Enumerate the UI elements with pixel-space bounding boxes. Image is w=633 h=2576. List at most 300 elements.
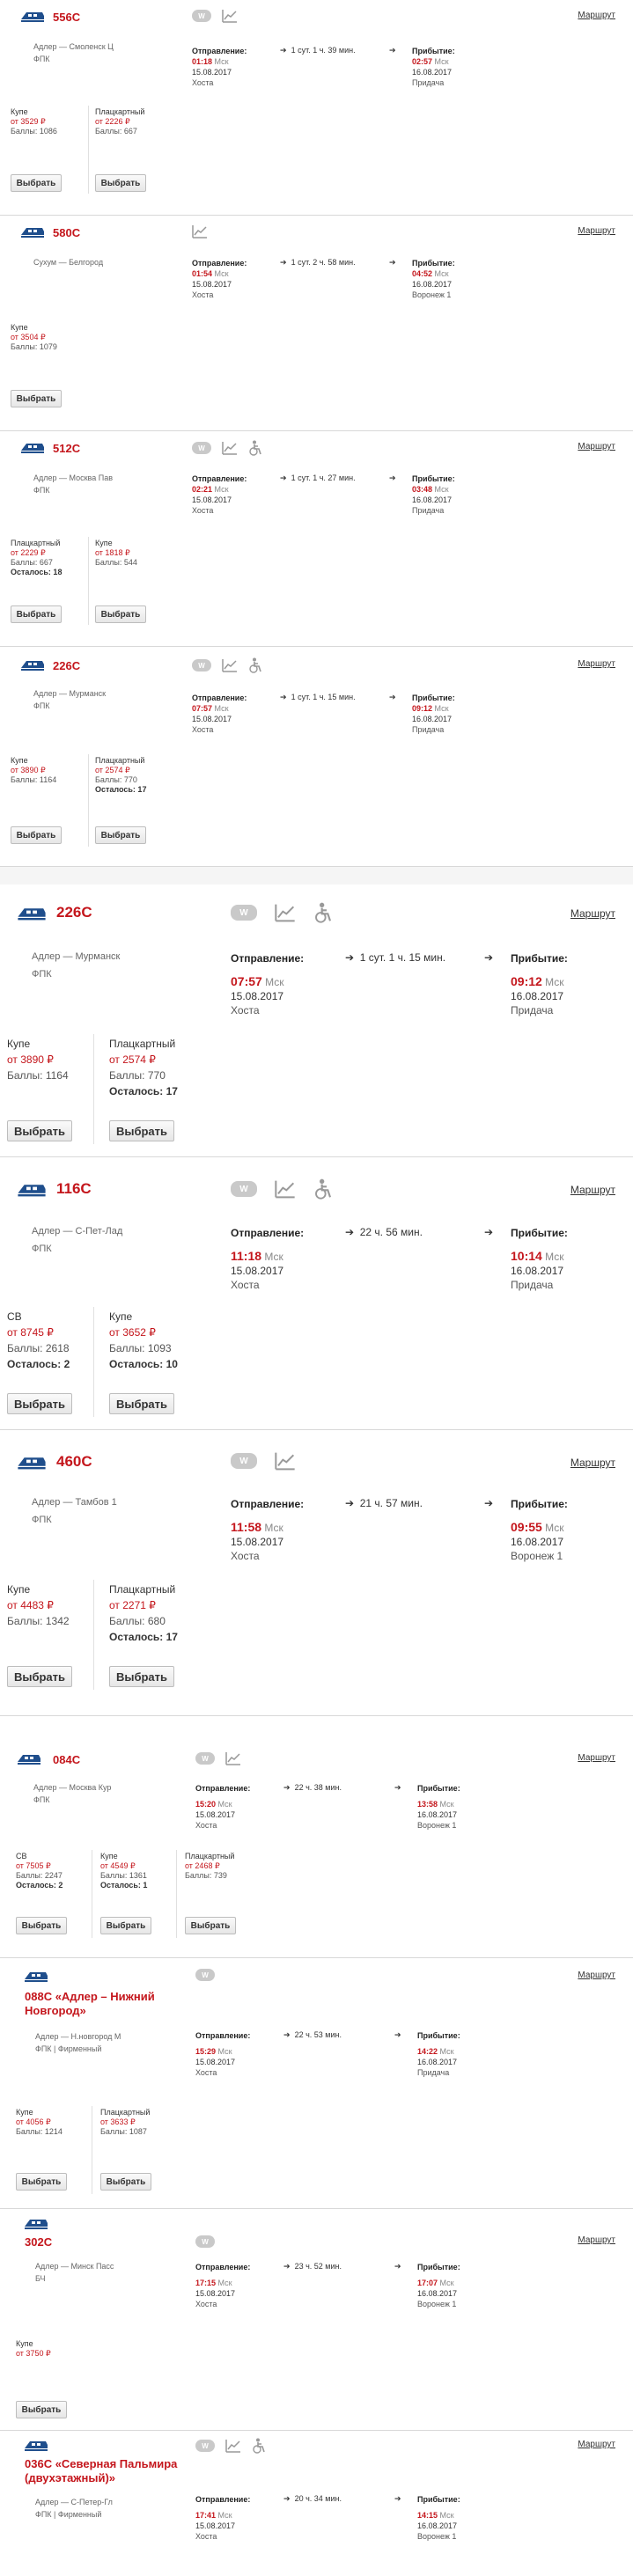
train-route: Адлер — Н.новгород М	[35, 2032, 121, 2041]
rzd-train-logo-icon	[19, 440, 46, 454]
section-gap	[0, 867, 633, 884]
dynamic-pricing-chart-icon	[192, 224, 208, 239]
departure-time: 11:58	[231, 1520, 262, 1534]
seat-class: Купе	[7, 1038, 31, 1050]
wifi-badge-icon: W	[231, 1453, 257, 1469]
seat-option	[16, 2108, 63, 2137]
trip-duration	[283, 2262, 342, 2271]
duration-value: 1 сут. 1 ч. 15 мин.	[359, 951, 446, 964]
train-number[interactable]: 460С	[56, 1453, 92, 1470]
seat-class: Купе	[16, 2339, 33, 2348]
rzd-train-logo-icon	[23, 2438, 49, 2452]
seat-option	[185, 1852, 234, 1881]
seat-class: Купе	[11, 323, 28, 332]
wifi-badge-icon: W	[192, 442, 211, 454]
arrival-time: 04:52	[412, 269, 433, 278]
arrow-icon: ➔	[280, 258, 287, 267]
select-button[interactable]: Выбрать	[11, 174, 62, 192]
arrival-time: 09:55	[511, 1520, 542, 1534]
departure-station: Хоста	[192, 78, 214, 87]
seat-class: Плацкартный	[109, 1583, 176, 1596]
departure-date: 15.08.2017	[231, 1265, 284, 1277]
departure-label: Отправление:	[192, 259, 247, 268]
seats-left: Осталось: 2	[7, 1358, 70, 1370]
departure-label: Отправление:	[195, 2263, 251, 2271]
seat-class: Купе	[95, 539, 113, 547]
departure-label: Отправление:	[192, 474, 247, 483]
timezone-label: Мск	[439, 2279, 454, 2287]
seat-class: СВ	[16, 1852, 27, 1860]
arrival-date: 16.08.2017	[417, 2058, 458, 2066]
seat-option	[11, 107, 57, 136]
seat-option	[100, 2108, 150, 2137]
seat-price: от 8745 ₽	[7, 1326, 54, 1339]
timezone-label: Мск	[217, 2511, 232, 2520]
timezone-label: Мск	[217, 2047, 232, 2056]
train-carrier: ФПК	[32, 1515, 52, 1525]
seat-price: от 2468 ₽	[185, 1861, 220, 1870]
train-carrier: ФПК	[33, 55, 50, 63]
seat-option	[16, 1852, 63, 1890]
dynamic-pricing-chart-icon	[222, 658, 238, 672]
seat-class: Плацкартный	[185, 1852, 235, 1860]
trip-duration	[345, 951, 445, 964]
seat-class: Купе	[11, 107, 28, 116]
arrival-label: Прибытие:	[511, 952, 568, 965]
seat-divider	[88, 754, 89, 847]
arrival-station: Воронеж 1	[511, 1550, 563, 1562]
train-number[interactable]: 036С «Северная Пальмира (двухэтажный)»	[25, 2457, 178, 2484]
route-link[interactable]: Маршрут	[570, 907, 615, 920]
seat-divider	[93, 1034, 94, 1144]
arrival-block	[511, 951, 568, 1017]
trip-duration	[283, 1783, 342, 1793]
departure-block	[195, 2494, 250, 2542]
seat-option	[11, 756, 56, 785]
train-route: Адлер — Тамбов 1	[32, 1497, 117, 1508]
departure-date: 15.08.2017	[192, 495, 232, 504]
arrival-block	[412, 258, 455, 300]
select-button[interactable]: Выбрать	[16, 2401, 67, 2418]
seat-points: Баллы: 2618	[7, 1342, 70, 1354]
departure-time: 17:41	[195, 2511, 217, 2520]
seat-divider	[176, 1850, 177, 1938]
departure-time: 07:57	[192, 704, 213, 713]
train-number[interactable]: 116С	[56, 1180, 92, 1197]
route-link[interactable]: Маршрут	[578, 2440, 615, 2449]
seat-price: от 2226 ₽	[95, 117, 130, 126]
seats-left: Осталось: 17	[109, 1631, 178, 1643]
timezone-label: Мск	[264, 1522, 283, 1534]
trip-duration	[280, 46, 356, 55]
wifi-badge-icon: W	[231, 1181, 257, 1197]
departure-time: 17:15	[195, 2279, 217, 2287]
departure-date: 15.08.2017	[195, 1810, 236, 1819]
select-button[interactable]: Выбрать	[16, 1917, 67, 1934]
duration-value: 22 ч. 53 мин.	[294, 2030, 342, 2039]
seat-points: Баллы: 1361	[100, 1871, 147, 1880]
trip-duration	[345, 1497, 423, 1509]
wifi-badge-icon: W	[195, 1969, 215, 1981]
seat-option	[7, 1309, 70, 1372]
departure-time: 15:20	[195, 1800, 217, 1809]
route-link[interactable]: Маршрут	[578, 442, 615, 451]
duration-value: 1 сут. 2 ч. 58 мин.	[291, 258, 356, 267]
arrow-icon: ➔	[484, 951, 494, 964]
route-link[interactable]: Маршрут	[578, 2235, 615, 2245]
duration-value: 22 ч. 38 мин.	[294, 1783, 342, 1792]
wifi-badge-icon: W	[195, 2235, 215, 2248]
seat-price: от 2574 ₽	[109, 1053, 156, 1066]
seat-option	[95, 539, 137, 568]
train-card	[0, 2209, 633, 2431]
seats-left: Осталось: 2	[16, 1881, 63, 1890]
train-number[interactable]: 088С «Адлер – Нижний Новгород»	[25, 1990, 155, 2017]
dynamic-pricing-chart-icon	[222, 441, 238, 455]
timezone-label: Мск	[434, 485, 449, 494]
rzd-train-logo-icon	[16, 1453, 48, 1471]
arrival-station: Воронеж 1	[417, 2532, 457, 2541]
dynamic-pricing-chart-icon	[275, 1451, 296, 1471]
arrival-label: Прибытие:	[417, 2263, 460, 2271]
arrival-date: 16.08.2017	[412, 68, 453, 77]
train-carrier: ФПК | Фирменный	[35, 2510, 102, 2519]
select-button[interactable]: Выбрать	[11, 826, 62, 844]
train-card	[0, 1157, 633, 1430]
departure-station: Хоста	[231, 1550, 260, 1562]
timezone-label: Мск	[545, 1522, 564, 1534]
arrival-date: 16.08.2017	[412, 715, 453, 723]
departure-label: Отправление:	[195, 2031, 251, 2040]
timezone-label: Мск	[439, 2047, 454, 2056]
seats-left: Осталось: 17	[109, 1085, 178, 1097]
seat-option	[11, 323, 57, 352]
train-route: Адлер — Мурманск	[33, 689, 107, 698]
arrival-date: 16.08.2017	[417, 2521, 458, 2530]
train-number[interactable]: 556С	[53, 11, 81, 24]
seat-class: Купе	[100, 1852, 118, 1860]
wheelchair-accessible-icon	[313, 902, 333, 923]
seat-price: от 4056 ₽	[16, 2117, 51, 2126]
select-button[interactable]: Выбрать	[185, 1917, 236, 1934]
departure-time: 01:54	[192, 269, 213, 278]
departure-date: 15.08.2017	[195, 2289, 236, 2298]
trip-duration	[280, 473, 356, 483]
timezone-label: Мск	[217, 2279, 232, 2287]
route-link[interactable]: Маршрут	[578, 659, 615, 669]
rzd-train-logo-icon	[19, 657, 46, 672]
seat-price: от 3890 ₽	[7, 1053, 54, 1066]
seat-points: Баллы: 1164	[7, 1069, 69, 1082]
dynamic-pricing-chart-icon	[275, 1179, 296, 1199]
select-button[interactable]: Выбрать	[11, 605, 62, 623]
train-number[interactable]: 226С	[56, 904, 92, 921]
seat-class: Плацкартный	[95, 756, 145, 765]
departure-block	[231, 1497, 304, 1563]
train-route: Сухум — Белгород	[33, 258, 104, 267]
seat-class: Купе	[7, 1583, 31, 1596]
departure-block	[195, 2030, 250, 2078]
seat-class: СВ	[7, 1310, 22, 1323]
arrow-icon: ➔	[394, 1783, 401, 1792]
seat-class: Плацкартный	[95, 107, 145, 116]
wifi-badge-icon: W	[192, 10, 211, 22]
route-link[interactable]: Маршрут	[578, 1971, 615, 1980]
timezone-label: Мск	[434, 57, 449, 66]
arrival-station: Придача	[511, 1004, 554, 1016]
seat-divider	[88, 106, 89, 194]
train-card	[0, 431, 633, 647]
timezone-label: Мск	[434, 704, 449, 713]
train-number[interactable]: 512С	[53, 442, 81, 455]
train-card	[0, 884, 633, 1157]
wifi-badge-icon: W	[192, 659, 211, 672]
arrival-block	[511, 1497, 568, 1563]
departure-date: 15.08.2017	[195, 2058, 236, 2066]
wifi-badge-icon: W	[195, 2440, 215, 2452]
duration-value: 22 ч. 56 мин.	[359, 1226, 423, 1238]
arrow-icon: ➔	[283, 2030, 291, 2039]
arrow-icon: ➔	[389, 473, 396, 482]
departure-station: Хоста	[231, 1279, 260, 1291]
seat-points: Баллы: 1093	[109, 1342, 172, 1354]
departure-station: Хоста	[192, 290, 214, 299]
train-number[interactable]: 302С	[25, 2235, 53, 2249]
arrow-icon: ➔	[484, 1226, 494, 1238]
timezone-label: Мск	[439, 2511, 454, 2520]
select-button[interactable]: Выбрать	[95, 605, 146, 623]
trip-duration	[345, 1226, 423, 1238]
arrival-block	[511, 1226, 568, 1292]
seats-left: Осталось: 1	[100, 1881, 148, 1890]
arrival-date: 16.08.2017	[511, 1265, 564, 1277]
departure-date: 15.08.2017	[192, 68, 232, 77]
arrow-icon: ➔	[283, 2494, 291, 2503]
timezone-label: Мск	[214, 57, 229, 66]
seat-points: Баллы: 1164	[11, 775, 57, 784]
trip-duration	[280, 258, 356, 268]
duration-value: 20 ч. 34 мин.	[294, 2494, 342, 2503]
timezone-label: Мск	[214, 704, 229, 713]
departure-date: 15.08.2017	[192, 715, 232, 723]
arrival-station: Придача	[417, 2068, 450, 2077]
seat-option	[7, 1582, 70, 1629]
seat-option	[7, 1036, 69, 1083]
select-button[interactable]: Выбрать	[100, 1917, 151, 1934]
train-carrier: ФПК	[33, 1795, 50, 1804]
train-route: Адлер — Москва Пав	[33, 473, 113, 482]
rzd-train-logo-icon	[16, 1751, 42, 1765]
route-link[interactable]: Маршрут	[578, 1753, 615, 1763]
departure-label: Отправление:	[195, 1784, 251, 1793]
wheelchair-accessible-icon	[248, 440, 262, 456]
select-button[interactable]: Выбрать	[109, 1393, 174, 1414]
arrival-date: 16.08.2017	[511, 990, 564, 1002]
rzd-train-logo-icon	[23, 2216, 49, 2230]
train-carrier: ФПК	[32, 1244, 52, 1254]
departure-block	[231, 1226, 304, 1292]
arrow-icon: ➔	[389, 258, 396, 267]
duration-value: 1 сут. 1 ч. 15 мин.	[291, 693, 356, 701]
train-number[interactable]: 084С	[53, 1753, 81, 1766]
departure-time: 07:57	[231, 974, 262, 988]
arrow-icon: ➔	[345, 951, 355, 964]
arrival-time: 09:12	[511, 974, 542, 988]
timezone-label: Мск	[265, 976, 284, 988]
seat-class: Купе	[16, 2108, 33, 2117]
seat-price: от 3633 ₽	[100, 2117, 136, 2126]
arrow-icon: ➔	[283, 1783, 291, 1792]
seat-price: от 3504 ₽	[11, 333, 46, 341]
arrow-icon: ➔	[394, 2262, 401, 2271]
train-route: Адлер — Мурманск	[32, 951, 121, 962]
select-button[interactable]: Выбрать	[16, 2173, 67, 2191]
timezone-label: Мск	[264, 1251, 283, 1263]
train-route: Адлер — Москва Кур	[33, 1783, 112, 1792]
seats-left: Осталось: 10	[109, 1358, 178, 1370]
departure-date: 15.08.2017	[195, 2521, 236, 2530]
departure-block	[192, 46, 247, 88]
arrival-station: Придача	[412, 506, 445, 515]
arrival-label: Прибытие:	[412, 259, 455, 268]
departure-time: 02:21	[192, 485, 213, 494]
timezone-label: Мск	[214, 269, 229, 278]
route-link[interactable]: Маршрут	[570, 1184, 615, 1196]
departure-label: Отправление:	[192, 694, 247, 702]
seat-points: Баллы: 1214	[16, 2127, 63, 2136]
rzd-train-logo-icon	[23, 1969, 49, 1983]
seat-points: Баллы: 1342	[7, 1615, 70, 1627]
seat-class: Плацкартный	[11, 539, 61, 547]
train-card	[0, 1716, 633, 1958]
trip-duration	[283, 2494, 342, 2504]
route-link[interactable]: Маршрут	[570, 1457, 615, 1469]
departure-time: 01:18	[192, 57, 213, 66]
arrival-label: Прибытие:	[412, 47, 455, 55]
seat-option	[16, 2339, 51, 2359]
departure-station: Хоста	[195, 2068, 217, 2077]
seat-points: Баллы: 1087	[100, 2127, 147, 2136]
arrival-station: Придача	[412, 78, 445, 87]
select-button[interactable]: Выбрать	[100, 2173, 151, 2191]
seats-left: Осталось: 17	[95, 785, 147, 794]
route-link[interactable]: Маршрут	[578, 11, 615, 20]
train-card	[0, 1430, 633, 1716]
seat-option	[95, 107, 144, 136]
arrival-station: Воронеж 1	[412, 290, 452, 299]
seat-price: от 4549 ₽	[100, 1861, 136, 1870]
arrival-station: Придача	[511, 1279, 554, 1291]
select-button[interactable]: Выбрать	[109, 1666, 174, 1687]
select-button[interactable]: Выбрать	[7, 1666, 72, 1687]
departure-time: 11:18	[231, 1249, 262, 1263]
select-button[interactable]: Выбрать	[7, 1393, 72, 1414]
rzd-train-logo-icon	[19, 9, 46, 23]
select-button[interactable]: Выбрать	[109, 1120, 174, 1141]
train-number[interactable]: 226С	[53, 659, 81, 672]
arrival-date: 16.08.2017	[417, 1810, 458, 1819]
select-button[interactable]: Выбрать	[95, 826, 146, 844]
arrival-label: Прибытие:	[417, 2031, 460, 2040]
arrow-icon: ➔	[394, 2494, 401, 2503]
seat-price: от 7505 ₽	[16, 1861, 51, 1870]
arrow-icon: ➔	[280, 46, 287, 55]
wheelchair-accessible-icon	[248, 657, 262, 673]
seat-points: Баллы: 680	[109, 1615, 166, 1627]
departure-station: Хоста	[231, 1004, 260, 1016]
seats-left: Осталось: 18	[11, 568, 63, 576]
seat-price: от 4483 ₽	[7, 1599, 54, 1611]
duration-value: 1 сут. 1 ч. 39 мин.	[291, 46, 356, 55]
seat-option	[11, 539, 62, 577]
train-carrier: ФПК	[33, 486, 50, 495]
arrival-time: 17:07	[417, 2279, 438, 2287]
arrival-date: 16.08.2017	[412, 495, 453, 504]
departure-block	[192, 693, 247, 735]
seat-price: от 3529 ₽	[11, 117, 46, 126]
departure-date: 15.08.2017	[192, 280, 232, 289]
departure-block	[231, 951, 304, 1017]
seat-points: Баллы: 1079	[11, 342, 57, 351]
arrival-block	[417, 2030, 460, 2078]
departure-station: Хоста	[192, 506, 214, 515]
arrival-label: Прибытие:	[511, 1227, 568, 1239]
dynamic-pricing-chart-icon	[222, 9, 238, 23]
arrival-label: Прибытие:	[417, 1784, 460, 1793]
departure-label: Отправление:	[231, 952, 305, 965]
seat-class: Плацкартный	[100, 2108, 151, 2117]
train-carrier: ФПК	[33, 701, 50, 710]
seat-price: от 1818 ₽	[95, 548, 130, 557]
arrival-station: Воронеж 1	[417, 2300, 457, 2308]
arrival-date: 16.08.2017	[412, 280, 453, 289]
route-link[interactable]: Маршрут	[578, 226, 615, 236]
train-route: Адлер — Минск Пасс	[35, 2262, 114, 2271]
arrival-block	[412, 693, 455, 735]
seat-class: Купе	[11, 756, 28, 765]
seat-points: Баллы: 1086	[11, 127, 57, 136]
select-button[interactable]: Выбрать	[11, 390, 62, 407]
select-button[interactable]: Выбрать	[95, 174, 146, 192]
departure-block	[195, 2262, 250, 2309]
seat-points: Баллы: 770	[95, 775, 137, 784]
seat-points: Баллы: 667	[95, 127, 137, 136]
seat-price: от 3652 ₽	[109, 1326, 156, 1339]
departure-station: Хоста	[195, 1821, 217, 1830]
train-number[interactable]: 580С	[53, 226, 81, 239]
duration-value: 1 сут. 1 ч. 27 мин.	[291, 473, 356, 482]
seat-option	[109, 1309, 178, 1372]
arrival-time: 10:14	[511, 1249, 542, 1263]
wifi-badge-icon: W	[231, 905, 257, 921]
departure-label: Отправление:	[192, 47, 247, 55]
seat-price: от 3890 ₽	[11, 766, 46, 774]
timezone-label: Мск	[217, 1800, 232, 1809]
seat-points: Баллы: 2247	[16, 1871, 63, 1880]
dynamic-pricing-chart-icon	[225, 1751, 241, 1765]
seat-price: от 3750 ₽	[16, 2349, 51, 2358]
rzd-train-logo-icon	[16, 1180, 48, 1198]
arrow-icon: ➔	[280, 473, 287, 482]
arrival-time: 14:15	[417, 2511, 438, 2520]
departure-label: Отправление:	[231, 1227, 305, 1239]
arrival-block	[417, 1783, 460, 1831]
select-button[interactable]: Выбрать	[7, 1120, 72, 1141]
arrival-label: Прибытие:	[417, 2495, 460, 2504]
trip-duration	[283, 2030, 342, 2040]
arrow-icon: ➔	[345, 1497, 355, 1509]
rzd-train-logo-icon	[19, 224, 46, 239]
